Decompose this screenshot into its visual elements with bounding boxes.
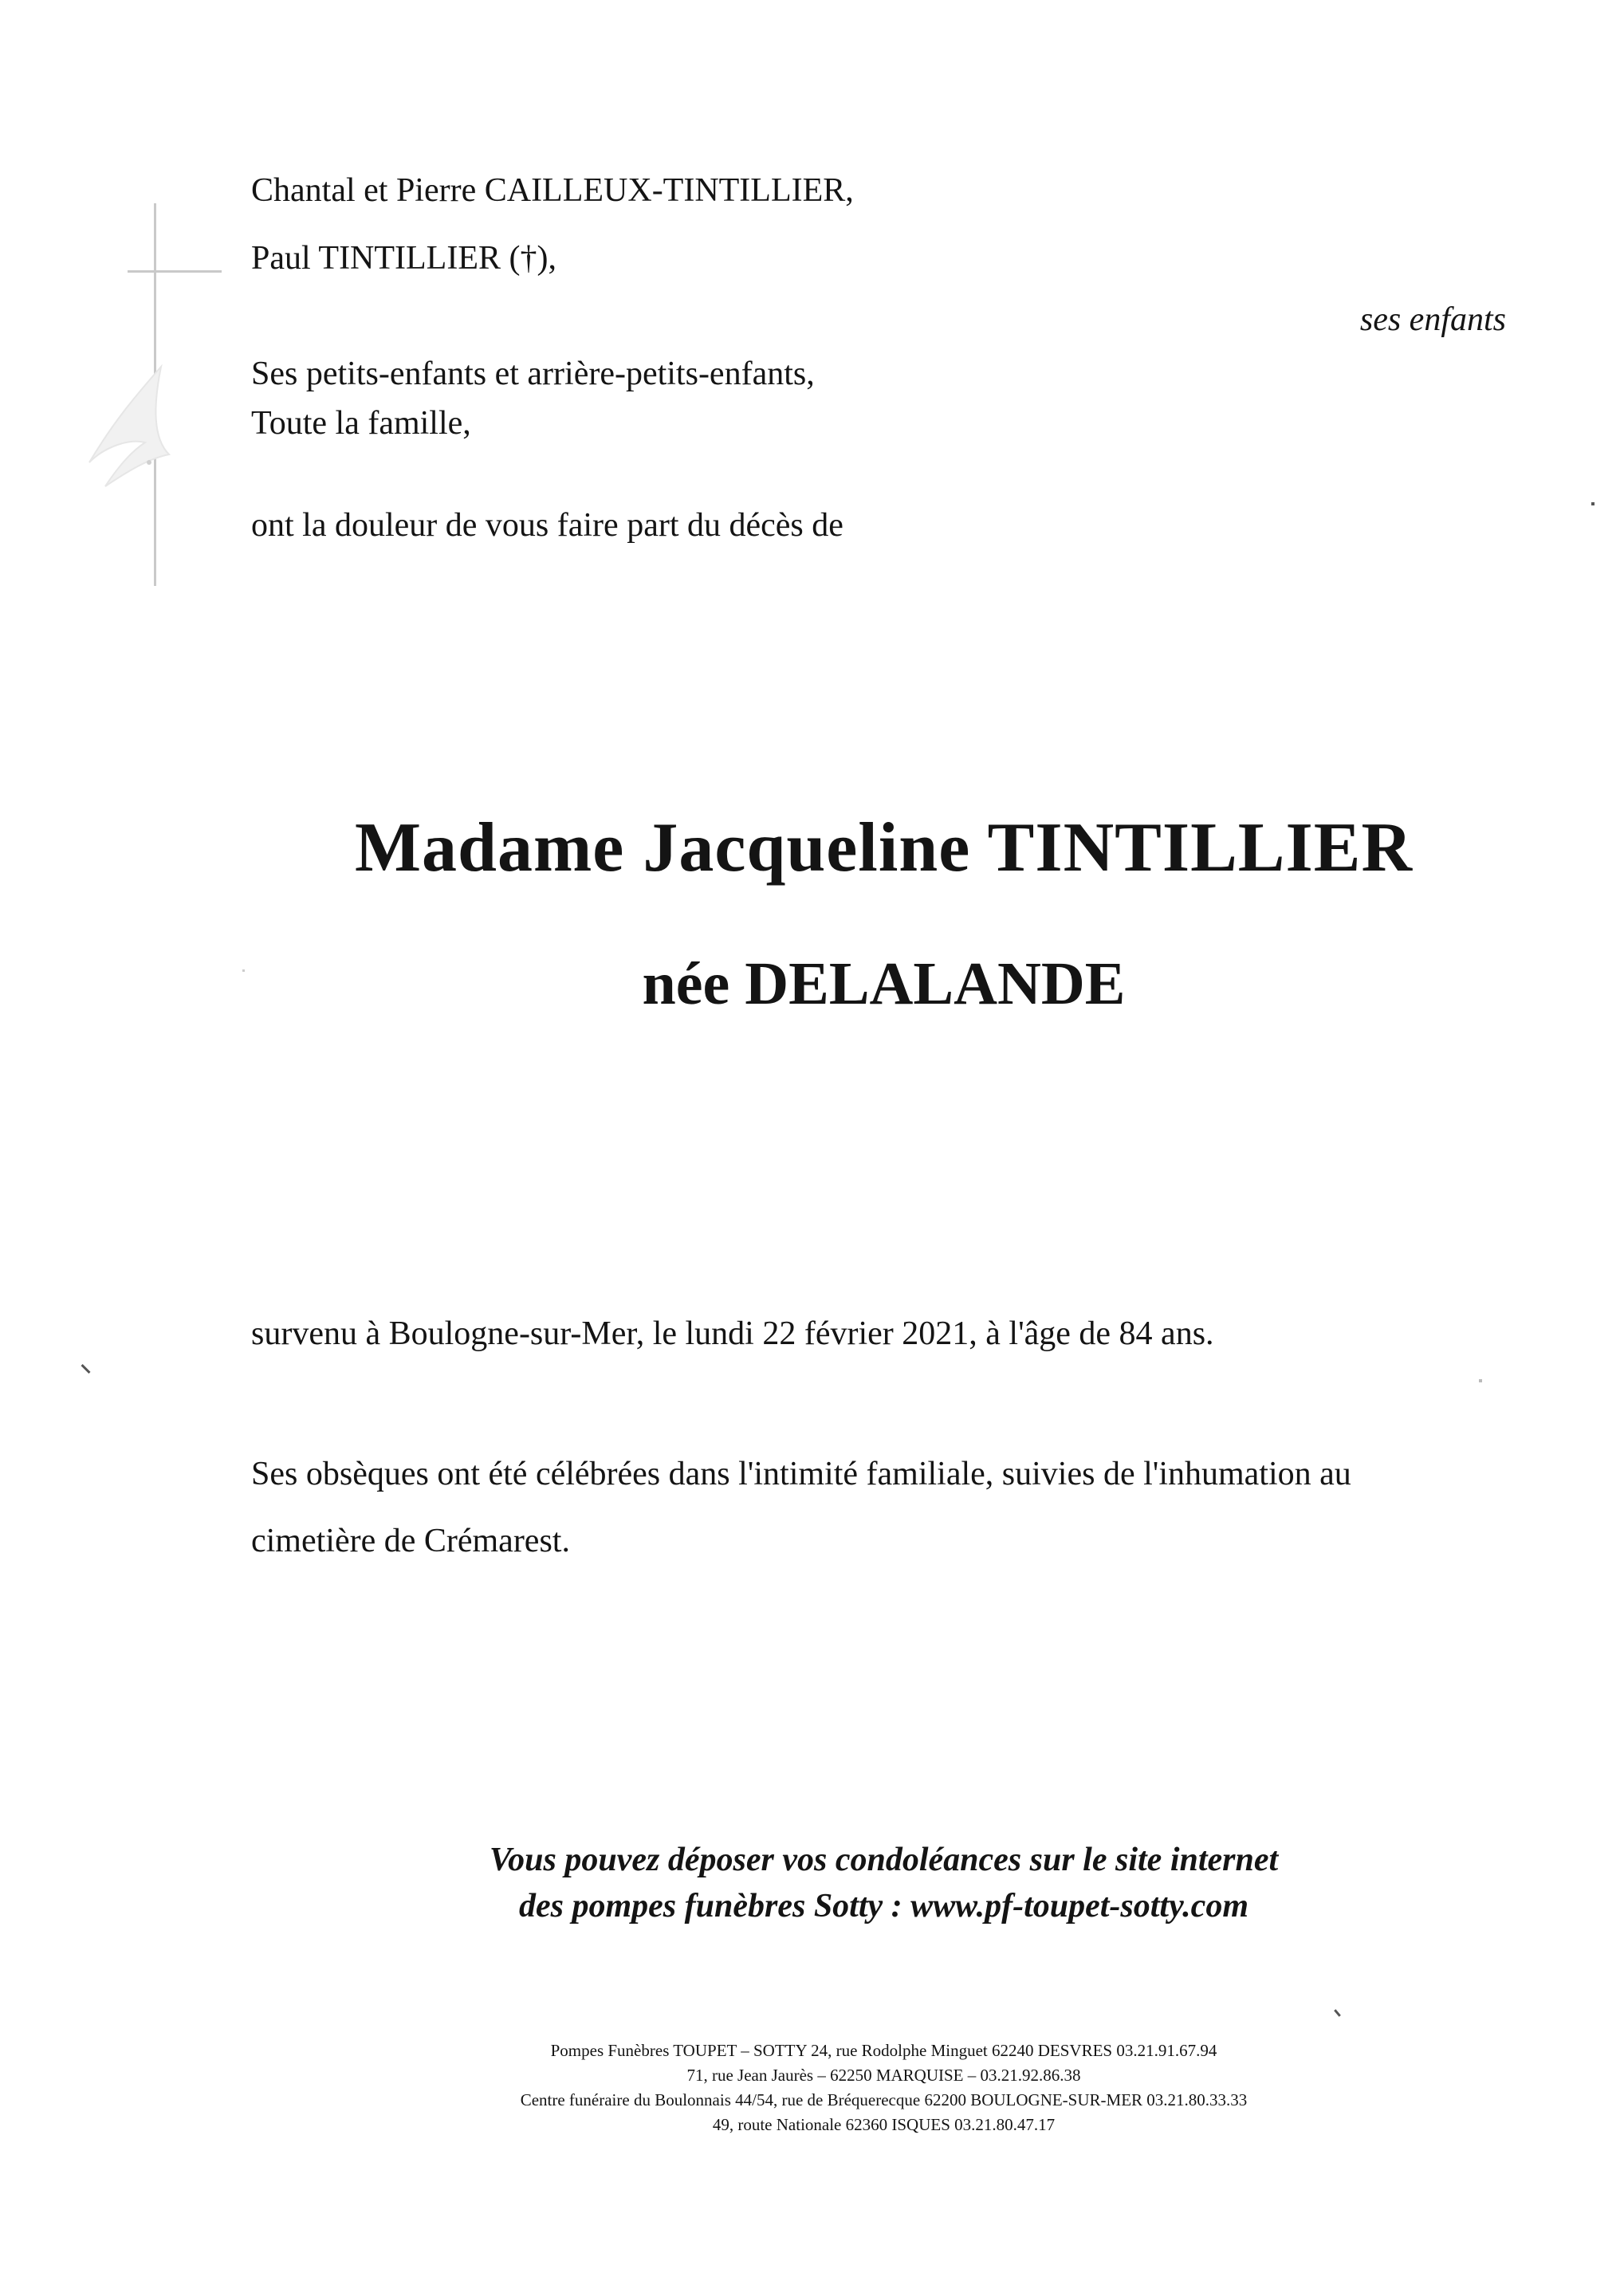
family-line-grandchildren: Ses petits-enfants et arrière-petits-enfants, <box>251 356 815 392</box>
family-line-whole-family: Toute la famille, <box>251 405 471 442</box>
funeral-details-line-2: cimetière de Crémarest. <box>251 1523 570 1559</box>
family-line-children-2: Paul TINTILLIER (†), <box>251 240 556 277</box>
scan-speck <box>1591 502 1595 505</box>
scan-speck <box>1334 2009 1341 2017</box>
family-line-children-1: Chantal et Pierre CAILLEUX-TINTILLIER, <box>251 172 854 209</box>
death-details: survenu à Boulogne-sur-Mer, le lundi 22 février 2021, à l'âge de 84 ans. <box>251 1315 1214 1352</box>
condolences-line-1: Vous pouvez déposer vos condoléances sur le site internet <box>489 1842 1279 1878</box>
maiden-name: née DELALANDE <box>642 950 1126 1017</box>
condolences-line-2: des pompes funèbres Sotty : www.pf-toupet-sotty.com <box>519 1888 1248 1924</box>
footer-line-3: Centre funéraire du Boulonnais 44/54, rue de Bréquerecque 62200 BOULOGNE-SUR-MER 03.21.80.33.33 <box>520 2090 1248 2109</box>
footer-line-1: Pompes Funèbres TOUPET – SOTTY 24, rue Rodolphe Minguet 62240 DESVRES 03.21.91.67.94 <box>550 2041 1217 2060</box>
cross-arm-icon <box>128 270 222 273</box>
scan-speck <box>1479 1379 1482 1382</box>
deceased-name: Madame Jacqueline TINTILLIER <box>355 809 1413 887</box>
footer-line-2: 71, rue Jean Jaurès – 62250 MARQUISE – 03.21.92.86.38 <box>686 2066 1081 2085</box>
scan-speck <box>81 1364 90 1374</box>
footer-line-4: 49, route Nationale 62360 ISQUES 03.21.80.47.17 <box>712 2115 1056 2134</box>
funeral-details-line-1: Ses obsèques ont été célébrées dans l'intimité familiale, suivies de l'inhumation au <box>251 1456 1351 1492</box>
family-relation-label: ses enfants <box>1359 301 1506 338</box>
announcement-line: ont la douleur de vous faire part du décès de <box>251 507 843 544</box>
dove-icon <box>57 351 177 502</box>
